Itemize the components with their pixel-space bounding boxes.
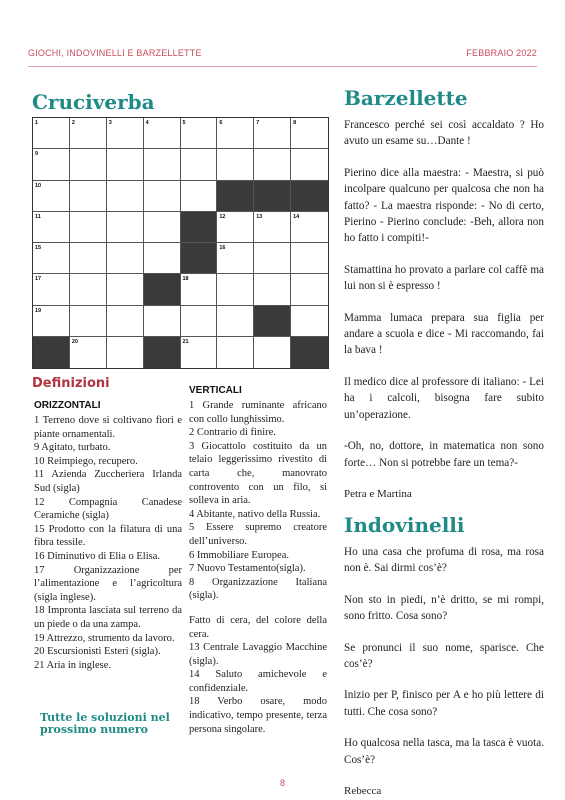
crossword-cell[interactable]	[291, 274, 328, 305]
crossword-cell[interactable]	[144, 212, 181, 243]
solutions-note: Tutte le soluzioni nel prossimo numero	[40, 711, 170, 736]
clue-horizontal: 18 Impronta lasciata sul terreno da un piede o da una zampa.	[34, 605, 182, 630]
crossword-cell[interactable]	[144, 306, 181, 337]
vertical-heading: VERTICALI	[189, 385, 242, 396]
crossword-cell[interactable]	[217, 118, 254, 149]
clue-number: 21	[182, 338, 189, 345]
crossword-cell[interactable]	[217, 149, 254, 180]
jokes-section	[344, 117, 544, 502]
joke-paragraph: Mamma lumaca prepara sua figlia per andare a scuola e dice - Mi raccomando, fai la bava !	[344, 311, 544, 357]
riddle-paragraph: Inizio per P, finisco per A e ho più lettere di tutti. Che cosa sono?	[344, 689, 544, 718]
crossword-cell[interactable]	[291, 212, 328, 243]
riddles-author: Rebecca	[344, 785, 382, 798]
crossword-cell[interactable]	[70, 274, 107, 305]
riddles-title: Indovinelli	[344, 513, 465, 537]
clue-vertical: 18 Verbo osare, modo indicativo, tempo presente, terza persona singolare.	[189, 696, 327, 735]
crossword-cell[interactable]	[291, 118, 328, 149]
clue-number: 13	[256, 213, 263, 220]
crossword-cell[interactable]	[107, 306, 144, 337]
clue-number: 14	[293, 213, 300, 220]
riddles-section	[344, 544, 544, 799]
crossword-cell[interactable]	[107, 274, 144, 305]
crossword-cell[interactable]	[70, 149, 107, 180]
definitions-title: Definizioni	[32, 376, 110, 391]
crossword-black-cell	[217, 181, 254, 212]
crossword-cell[interactable]	[33, 149, 70, 180]
clue-horizontal: 20 Escursionisti Esteri (sigla).	[34, 646, 161, 658]
page-header	[28, 48, 537, 62]
crossword-cell[interactable]	[107, 337, 144, 368]
crossword-cell[interactable]	[181, 118, 218, 149]
vertical-list	[189, 399, 327, 603]
jokes-author: Petra e Martina	[344, 487, 412, 500]
crossword-cell[interactable]	[217, 243, 254, 274]
header-divider	[28, 66, 537, 67]
clue-number: 2	[71, 120, 75, 126]
crossword-cell[interactable]	[181, 181, 218, 212]
clue-horizontal: 1 Terreno dove si coltivano fiori e piante ornamentali.	[34, 415, 182, 440]
clue-vertical: 5 Essere supremo creatore dell’universo.	[189, 522, 327, 547]
clue-number: 19	[35, 307, 42, 314]
clue-number: 18	[182, 276, 189, 283]
crossword-cell[interactable]	[291, 243, 328, 274]
crossword-cell[interactable]	[217, 337, 254, 368]
horizontal-list	[34, 414, 182, 672]
crossword-cell[interactable]	[107, 181, 144, 212]
crossword-black-cell	[291, 181, 328, 212]
clue-vertical: Fatto di cera, del colore della cera.	[189, 614, 327, 640]
clue-horizontal: 21 Aria in inglese.	[34, 659, 111, 671]
crossword-cell[interactable]	[217, 306, 254, 337]
clue-vertical: 7 Nuovo Testamento(sigla).	[189, 563, 306, 575]
clue-number: 9	[35, 151, 39, 158]
crossword-black-cell	[291, 337, 328, 368]
crossword-cell[interactable]	[144, 118, 181, 149]
crossword-cell[interactable]	[144, 181, 181, 212]
riddle-paragraph: Ho qualcosa nella tasca, ma la tasca è vuota. Cos’è?	[344, 737, 544, 766]
riddle-paragraph: Ho una casa che profuma di rosa, ma rosa non è. Sai dirmi cos’è?	[344, 546, 544, 575]
clue-vertical: 4 Abitante, nativo della Russia.	[189, 508, 321, 520]
definitions-vertical	[189, 385, 327, 736]
clue-horizontal: 12 Compagnia Canadese Ceramiche (sigla)	[34, 496, 182, 522]
crossword-cell[interactable]	[33, 181, 70, 212]
clue-vertical: 2 Contrario di finire.	[189, 427, 276, 439]
clue-vertical: 6 Immobiliare Europea.	[189, 549, 290, 561]
vertical-list-continued	[189, 614, 327, 736]
crossword-cell[interactable]	[254, 243, 291, 274]
crossword-cell[interactable]	[70, 306, 107, 337]
page-number: 8	[279, 778, 285, 788]
crossword-black-cell	[33, 337, 70, 368]
joke-paragraph: Il medico dice al professore di italiano: - Lei ha i calcoli, bisogna fare subito un’operazione.	[344, 375, 544, 421]
crossword-cell[interactable]	[181, 274, 218, 305]
clue-horizontal: 15 Prodotto con la filatura di una fibra tessile.	[34, 523, 182, 549]
joke-paragraph: -Oh, no, dottore, in matematica non sono forte… Non si potrebbe fare un tema?-	[344, 440, 544, 469]
crossword-cell[interactable]	[181, 306, 218, 337]
crossword-black-cell	[144, 274, 181, 305]
crossword-cell[interactable]	[107, 212, 144, 243]
clue-number: 10	[35, 182, 42, 189]
crossword-cell[interactable]	[181, 337, 218, 368]
joke-paragraph: Francesco perché sei così accaldato ? Ho avuto un esame su…Dante !	[344, 119, 544, 148]
crossword-cell[interactable]	[107, 243, 144, 274]
clue-number: 3	[108, 120, 112, 126]
clue-number: 12	[219, 213, 226, 220]
riddle-paragraph: Se pronunci il suo nome, sparisce. Che cos’è?	[344, 641, 544, 671]
crossword-cell[interactable]	[254, 212, 291, 243]
clue-number: 4	[145, 120, 149, 126]
horizontal-heading: ORIZZONTALI	[34, 400, 101, 411]
joke-paragraph: Stamattina ho provato a parlare col caffè ma lui non si è espresso !	[344, 263, 544, 293]
crossword-cell[interactable]	[107, 118, 144, 149]
crossword-black-cell	[144, 337, 181, 368]
clue-vertical: 3 Giocattolo costituito da un telaio leggerissimo rivestito di carta che, manovrato controvento con un filo, si solleva in aria.	[189, 440, 327, 507]
clue-number: 1	[35, 120, 39, 126]
joke-paragraph: Pierino dice alla maestra: - Maestra, si può incolpare qualcuno per qualcosa che non ha fatto? - La maestra risponde: - No di certo, Pierino - Pierino conclude: -Beh, allora non ho fatto i compiti!-	[344, 166, 544, 245]
crossword-black-cell	[254, 181, 291, 212]
clue-number: 15	[35, 245, 42, 251]
issue-date: FEBBRAIO 2022	[466, 48, 537, 58]
clue-horizontal: 19 Attrezzo, strumento da lavoro.	[34, 632, 175, 644]
crossword-cell[interactable]	[33, 243, 70, 274]
clue-number: 6	[219, 120, 223, 126]
crossword-grid[interactable]	[32, 117, 329, 369]
crossword-cell[interactable]	[144, 149, 181, 180]
clue-number: 7	[256, 120, 260, 126]
riddle-paragraph: Non sto in piedi, n’è dritto, se mi rompi, sono fritto. Cosa sono?	[344, 593, 544, 623]
crossword-title: Cruciverba	[32, 90, 155, 114]
clue-number: 16	[219, 245, 226, 251]
crossword-cell[interactable]	[33, 118, 70, 149]
clue-number: 20	[71, 338, 78, 345]
crossword-cell[interactable]	[70, 243, 107, 274]
crossword-cell[interactable]	[217, 212, 254, 243]
definitions-horizontal	[34, 400, 182, 672]
clue-horizontal: 10 Reimpiego, recupero.	[34, 455, 138, 467]
clue-vertical: 14 Saluto amichevole e confidenziale.	[189, 669, 327, 694]
clue-number: 11	[35, 213, 41, 220]
crossword-cell[interactable]	[254, 149, 291, 180]
crossword-cell[interactable]	[181, 149, 218, 180]
crossword-cell[interactable]	[70, 118, 107, 149]
clue-vertical: 13 Centrale Lavaggio Macchine (sigla).	[189, 642, 327, 667]
crossword-cell[interactable]	[291, 149, 328, 180]
clue-horizontal: 11 Azienda Zuccheriera Irlanda Sud (sigla)	[34, 469, 182, 494]
clue-vertical: 8 Organizzazione Italiana (sigla).	[189, 576, 327, 602]
crossword-cell[interactable]	[254, 337, 291, 368]
jokes-title: Barzellette	[344, 86, 468, 110]
section-title: GIOCHI, INDOVINELLI E BARZELLETTE	[28, 48, 202, 58]
crossword-cell[interactable]	[70, 212, 107, 243]
clue-number: 5	[182, 120, 186, 126]
crossword-cell[interactable]	[217, 274, 254, 305]
crossword-cell[interactable]	[70, 337, 107, 368]
crossword-cell[interactable]	[33, 274, 70, 305]
crossword-cell[interactable]	[33, 212, 70, 243]
crossword-cell[interactable]	[254, 118, 291, 149]
crossword-black-cell	[254, 306, 291, 337]
crossword-cell[interactable]	[107, 149, 144, 180]
crossword-black-cell	[181, 243, 218, 274]
crossword-cell[interactable]	[254, 274, 291, 305]
crossword-cell[interactable]	[291, 306, 328, 337]
crossword-cell[interactable]	[70, 181, 107, 212]
clue-horizontal: 17 Organizzazione per l’alimentazione e l’agricoltura (sigla inglese).	[34, 564, 182, 603]
clue-horizontal: 16 Diminutivo di Elia o Elisa.	[34, 550, 160, 562]
crossword-cell[interactable]	[144, 243, 181, 274]
clue-number: 8	[293, 120, 297, 126]
clue-horizontal: 9 Agitato, turbato.	[34, 442, 111, 454]
clue-number: 17	[35, 276, 42, 283]
crossword-cell[interactable]	[33, 306, 70, 337]
crossword-black-cell	[181, 212, 218, 243]
clue-vertical: 1 Grande ruminante africano con collo lunghissimo.	[189, 400, 327, 425]
